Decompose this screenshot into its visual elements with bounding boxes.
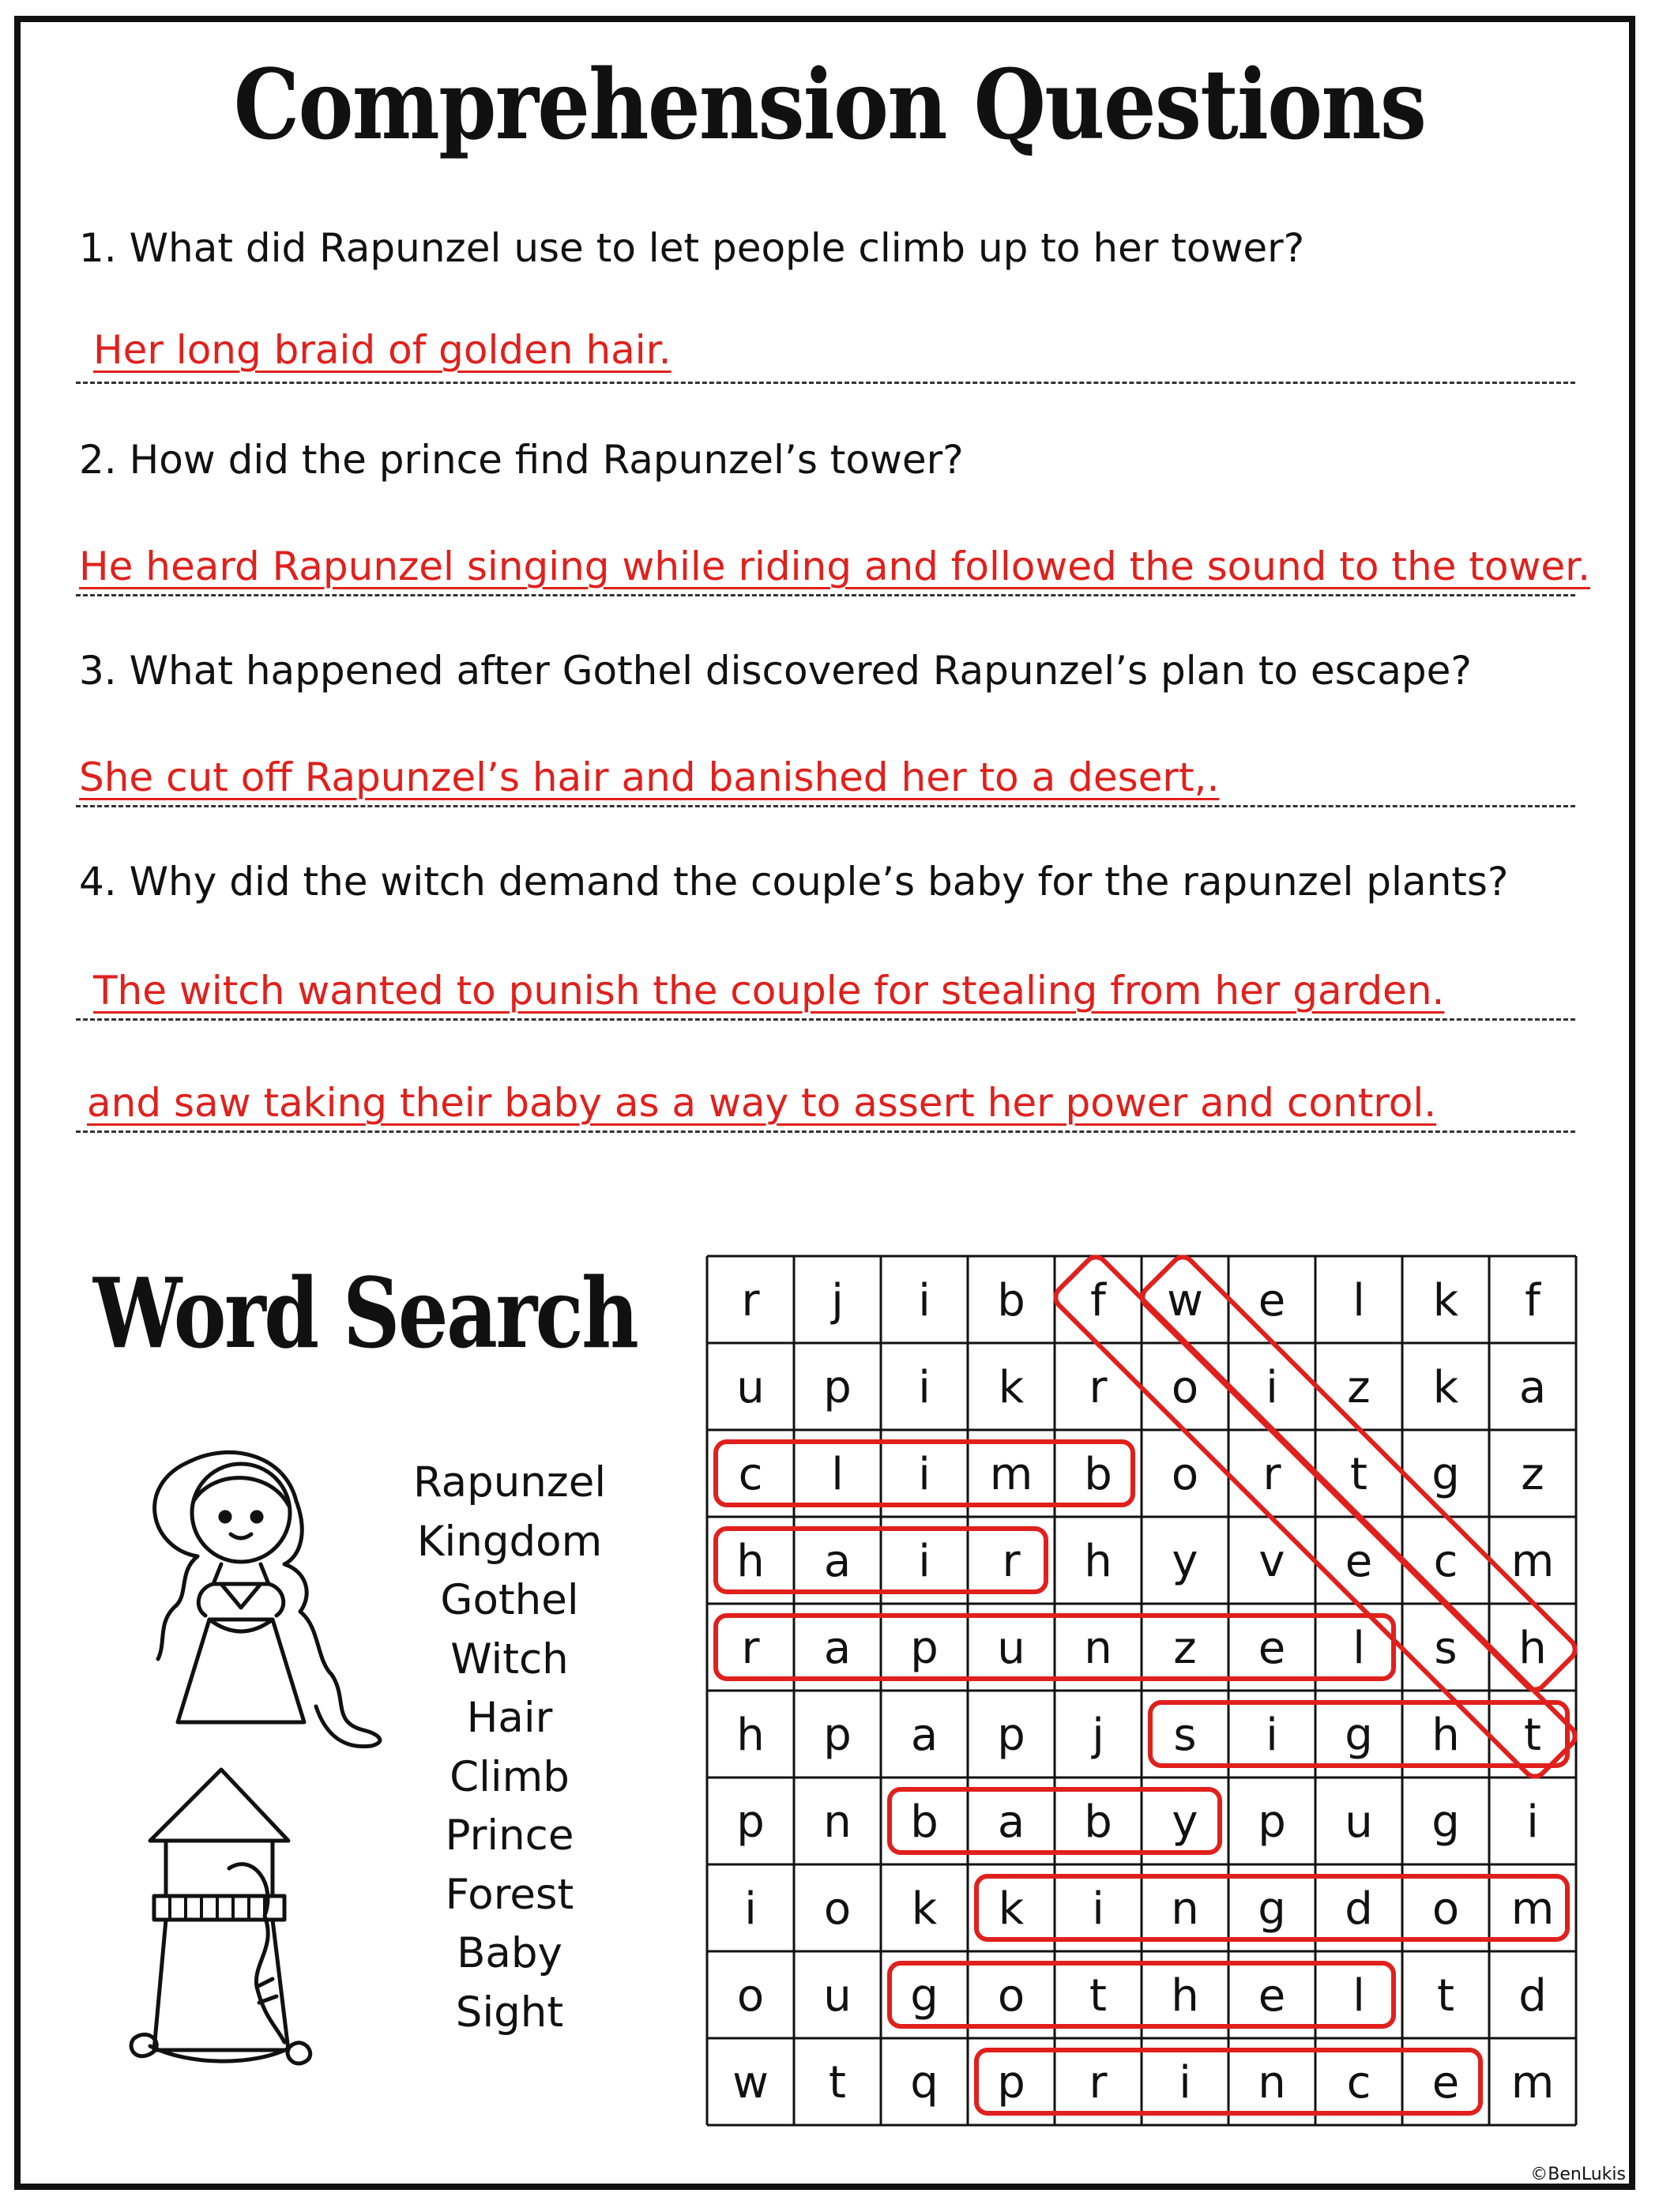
copyright-label: ©BenLukis (1530, 2165, 1626, 2184)
grid-letter[interactable]: o (1431, 1883, 1460, 1935)
grid-letter[interactable]: h (1171, 1970, 1199, 2022)
answer-4-line-2: and saw taking their baby as a way to assert her power and control. (87, 1080, 1437, 1126)
grid-letter[interactable]: t (1350, 1449, 1367, 1500)
grid-letter[interactable]: o (1171, 1362, 1199, 1413)
grid-letter[interactable]: p (823, 1362, 852, 1413)
grid-letter[interactable]: n (823, 1796, 852, 1848)
grid-letter[interactable]: k (911, 1883, 938, 1935)
grid-letter[interactable]: l (831, 1449, 844, 1500)
word-list-item: Sight (455, 1988, 564, 2037)
grid-letter[interactable]: i (1526, 1796, 1539, 1848)
grid-letter[interactable]: k (1432, 1362, 1459, 1413)
grid-letter[interactable]: r (1089, 1362, 1108, 1413)
grid-letter[interactable]: t (1437, 1970, 1454, 2022)
grid-letter[interactable]: b (1084, 1796, 1112, 1848)
grid-letter[interactable]: c (738, 1449, 763, 1500)
grid-letter[interactable]: o (736, 1970, 765, 2022)
grid-letter[interactable]: g (910, 1970, 939, 2022)
grid-letter[interactable]: m (1510, 1536, 1555, 1587)
question-1: 1. What did Rapunzel use to let people climb up to her tower? (79, 225, 1305, 271)
answer-4-line-1: The witch wanted to punish the couple for stealing from her garden. (93, 968, 1445, 1014)
grid-letter[interactable]: w (732, 2057, 769, 2109)
grid-letter[interactable]: h (1431, 1710, 1460, 1761)
grid-letter[interactable]: w (1167, 1275, 1203, 1326)
grid-letter[interactable]: c (1433, 1536, 1458, 1587)
word-list-item: Kingdom (416, 1517, 603, 1566)
grid-letter[interactable]: l (1352, 1623, 1365, 1674)
grid-letter[interactable]: a (823, 1623, 852, 1674)
grid-letter[interactable]: a (910, 1710, 939, 1761)
grid-letter[interactable]: p (1258, 1796, 1286, 1848)
word-list-item: Rapunzel (412, 1458, 607, 1507)
grid-letter[interactable]: d (1518, 1970, 1547, 2022)
grid-letter[interactable]: h (1518, 1623, 1547, 1674)
grid-letter[interactable]: t (1524, 1710, 1541, 1761)
grid-letter[interactable]: z (1521, 1449, 1544, 1500)
grid-letter[interactable]: p (997, 1710, 1025, 1761)
grid-letter[interactable]: i (1179, 2057, 1191, 2109)
grid-letter[interactable]: n (1171, 1883, 1199, 1935)
word-search-title: Word Search (93, 1256, 638, 1370)
grid-letter[interactable]: y (1172, 1796, 1198, 1848)
grid-letter[interactable]: p (997, 2057, 1025, 2109)
grid-letter[interactable]: u (1345, 1796, 1373, 1848)
word-list-item: Prince (445, 1811, 574, 1860)
grid-letter[interactable]: r (1262, 1449, 1281, 1500)
grid-letter[interactable]: d (1345, 1883, 1373, 1935)
grid-letter[interactable]: g (1431, 1449, 1460, 1500)
grid-letter[interactable]: p (823, 1710, 852, 1761)
grid-letter[interactable]: o (997, 1970, 1025, 2022)
grid-letter[interactable]: f (1090, 1275, 1106, 1326)
grid-letter[interactable]: s (1434, 1623, 1458, 1674)
grid-letter[interactable]: f (1525, 1275, 1540, 1326)
grid-letter[interactable]: s (1173, 1710, 1197, 1761)
grid-letter[interactable]: e (1345, 1536, 1373, 1587)
grid-letter[interactable]: j (831, 1275, 844, 1326)
word-list-item: Witch (450, 1635, 569, 1683)
grid-letter[interactable]: e (1258, 1623, 1286, 1674)
grid-letter[interactable]: u (823, 1970, 852, 2022)
grid-letter[interactable]: l (1352, 1275, 1365, 1326)
grid-letter[interactable]: j (1092, 1710, 1104, 1761)
grid-letter[interactable]: i (918, 1449, 931, 1500)
word-list-item: Baby (457, 1929, 562, 1977)
grid-letter[interactable]: z (1173, 1623, 1197, 1674)
answer-2-line-1: He heard Rapunzel singing while riding and followed the sound to the tower. (79, 544, 1591, 589)
grid-letter[interactable]: m (1510, 2057, 1555, 2109)
grid-letter[interactable]: r (1002, 1536, 1021, 1587)
grid-letter[interactable]: r (1089, 2057, 1108, 2109)
grid-letter[interactable]: o (1171, 1449, 1199, 1500)
grid-letter[interactable]: b (1084, 1449, 1112, 1500)
grid-letter[interactable]: h (1084, 1536, 1112, 1587)
answer-1-line-1: Her long braid of golden hair. (93, 327, 672, 373)
grid-letter[interactable]: r (741, 1623, 760, 1674)
grid-letter[interactable]: h (736, 1710, 765, 1761)
grid-letter[interactable]: q (910, 2057, 939, 2109)
grid-letter[interactable]: k (998, 1883, 1025, 1935)
grid-letter[interactable]: n (1084, 1623, 1112, 1674)
question-3: 3. What happened after Gothel discovered Rapunzel’s plan to escape? (79, 648, 1472, 694)
grid-letter[interactable]: i (1266, 1362, 1278, 1413)
grid-letter[interactable]: p (736, 1796, 765, 1848)
question-2: 2. How did the prince find Rapunzel’s tower? (79, 437, 964, 483)
grid-letter[interactable]: i (744, 1883, 757, 1935)
grid-letter[interactable]: g (1431, 1796, 1460, 1848)
word-list-item: Forest (445, 1870, 574, 1919)
grid-letter[interactable]: e (1258, 1970, 1286, 2022)
page-title: Comprehension Questions (233, 47, 1426, 161)
grid-letter[interactable]: b (997, 1275, 1025, 1326)
grid-letter[interactable]: k (1432, 1275, 1459, 1326)
grid-letter[interactable]: y (1172, 1536, 1198, 1587)
grid-letter[interactable]: u (736, 1362, 765, 1413)
grid-letter[interactable]: g (1258, 1883, 1286, 1935)
grid-letter[interactable]: z (1347, 1362, 1371, 1413)
grid-letter[interactable]: m (989, 1449, 1033, 1500)
grid-letter[interactable]: a (823, 1536, 852, 1587)
grid-letter[interactable]: g (1345, 1710, 1373, 1761)
grid-letter[interactable]: p (910, 1623, 939, 1674)
grid-letter[interactable]: i (918, 1362, 931, 1413)
grid-letter[interactable]: h (736, 1536, 765, 1587)
grid-letter[interactable]: t (1089, 1970, 1107, 2022)
grid-letter[interactable]: v (1258, 1536, 1285, 1587)
grid-letter[interactable]: a (997, 1796, 1025, 1848)
grid-letter[interactable]: c (1346, 2057, 1371, 2109)
grid-letter[interactable]: e (1431, 2057, 1460, 2109)
grid-letter[interactable]: i (1092, 1883, 1104, 1935)
grid-letter[interactable]: a (1518, 1362, 1547, 1413)
question-4: 4. Why did the witch demand the couple’s baby for the rapunzel plants? (79, 859, 1509, 905)
grid-letter[interactable]: r (741, 1275, 760, 1326)
grid-letter[interactable]: i (918, 1536, 931, 1587)
grid-letter[interactable]: t (829, 2057, 846, 2109)
word-list-item: Climb (450, 1752, 570, 1801)
grid-letter[interactable]: o (823, 1883, 852, 1935)
word-list-item: Gothel (440, 1576, 579, 1624)
answer-3-line-1: She cut off Rapunzel’s hair and banished her to a desert,. (79, 754, 1220, 800)
word-list-item: Hair (466, 1694, 553, 1742)
grid-letter[interactable]: l (1352, 1970, 1365, 2022)
grid-letter[interactable]: i (1266, 1710, 1278, 1761)
grid-letter[interactable]: m (1510, 1883, 1555, 1935)
grid-letter[interactable]: b (910, 1796, 939, 1848)
grid-letter[interactable]: i (918, 1275, 931, 1326)
grid-letter[interactable]: u (997, 1623, 1025, 1674)
grid-letter[interactable]: e (1258, 1275, 1286, 1326)
grid-letter[interactable]: n (1258, 2057, 1286, 2109)
grid-letter[interactable]: k (998, 1362, 1025, 1413)
